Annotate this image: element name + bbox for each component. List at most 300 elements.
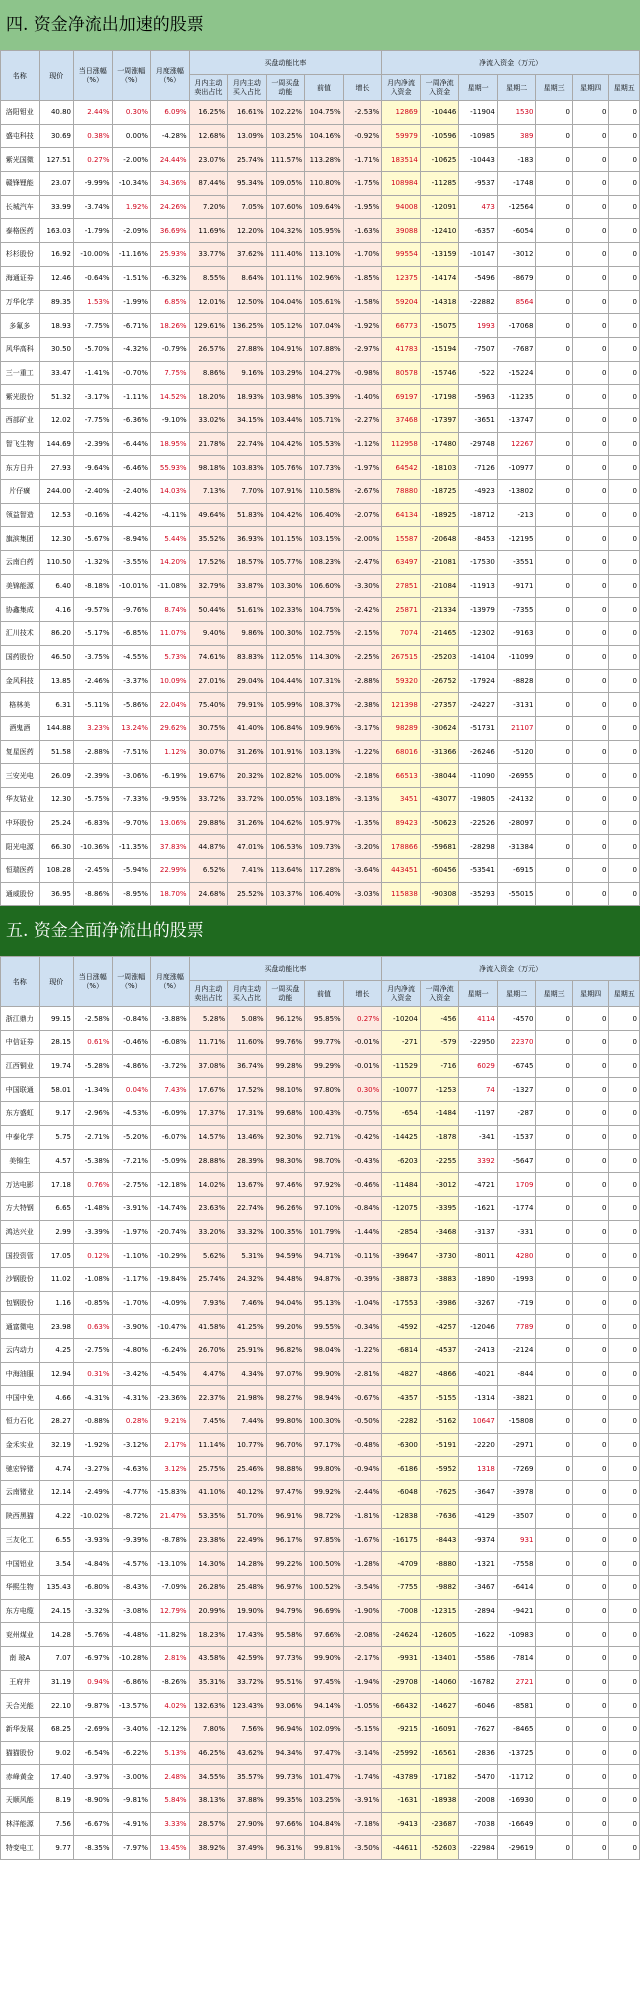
cell-growth: -2.53% <box>343 101 382 125</box>
cell-thu: 0 <box>572 1552 609 1576</box>
cell-month-change: -23.36% <box>151 1386 190 1410</box>
cell-fri: 0 <box>609 361 640 385</box>
cell-week-buy: 102.82% <box>266 764 305 788</box>
cell-prev: 99.90% <box>305 1646 344 1670</box>
cell-name: 智飞生物 <box>1 432 40 456</box>
cell-fri: 0 <box>609 574 640 598</box>
cell-in-month-in: 25.74% <box>228 148 267 172</box>
table-row <box>1 527 640 551</box>
cell-week-change: -2.09% <box>112 219 151 243</box>
cell-wed: 0 <box>536 669 573 693</box>
cell-thu: 0 <box>572 1575 609 1599</box>
cell-name: 国投资管 <box>1 1244 40 1268</box>
cell-day-change: -5.70% <box>74 337 113 361</box>
cell-prev: 105.97% <box>305 811 344 835</box>
cell-week-change: 0.04% <box>112 1078 151 1102</box>
table-row <box>1 764 640 788</box>
cell-wed: 0 <box>536 716 573 740</box>
cell-day-change: -1.48% <box>74 1196 113 1220</box>
cell-month-change: -13.10% <box>151 1552 190 1576</box>
cell-in-month-in: 20.32% <box>228 764 267 788</box>
cell-price: 9.02 <box>39 1741 73 1765</box>
cell-thu: 0 <box>572 1386 609 1410</box>
cell-price: 36.95 <box>39 882 73 906</box>
cell-in-month-out: 132.63% <box>189 1694 228 1718</box>
cell-month-change: 8.74% <box>151 598 190 622</box>
cell-in-month-out: 23.38% <box>189 1528 228 1552</box>
cell-month-change: -0.79% <box>151 337 190 361</box>
cell-tue: -29619 <box>497 1836 536 1860</box>
cell-price: 22.10 <box>39 1694 73 1718</box>
cell-tue: -3821 <box>497 1386 536 1410</box>
table-row <box>1 1054 640 1078</box>
cell-growth: -1.58% <box>343 290 382 314</box>
cell-month-net: 68016 <box>382 740 421 764</box>
cell-week-change: -9.39% <box>112 1528 151 1552</box>
cell-wed: 0 <box>536 124 573 148</box>
cell-week-buy: 97.46% <box>266 1173 305 1197</box>
cell-price: 27.93 <box>39 456 73 480</box>
cell-in-month-out: 8.55% <box>189 266 228 290</box>
cell-day-change: 0.12% <box>74 1244 113 1268</box>
cell-in-month-out: 49.64% <box>189 503 228 527</box>
cell-week-change: -6.36% <box>112 408 151 432</box>
cell-mon: -7507 <box>459 337 498 361</box>
cell-price: 13.85 <box>39 669 73 693</box>
cell-prev: 109.64% <box>305 195 344 219</box>
cell-prev: 97.80% <box>305 1078 344 1102</box>
cell-day-change: -8.90% <box>74 1789 113 1813</box>
cell-week-net: -25203 <box>420 645 459 669</box>
cell-in-month-out: 24.68% <box>189 882 228 906</box>
table-row <box>1 1836 640 1860</box>
cell-tue: 1530 <box>497 101 536 125</box>
cell-month-change: -8.26% <box>151 1670 190 1694</box>
cell-week-net: -15075 <box>420 314 459 338</box>
cell-in-month-in: 8.64% <box>228 266 267 290</box>
cell-day-change: -1.79% <box>74 219 113 243</box>
cell-in-month-in: 9.16% <box>228 361 267 385</box>
cell-tue: -3978 <box>497 1481 536 1505</box>
cell-week-buy: 105.99% <box>266 693 305 717</box>
cell-week-change: -0.84% <box>112 1007 151 1031</box>
cell-week-net: -52603 <box>420 1836 459 1860</box>
col-week-net: 一周净流入资金 <box>420 75 459 101</box>
cell-prev: 113.28% <box>305 148 344 172</box>
cell-wed: 0 <box>536 1244 573 1268</box>
cell-wed: 0 <box>536 337 573 361</box>
cell-week-change: 0.00% <box>112 124 151 148</box>
cell-prev: 100.50% <box>305 1552 344 1576</box>
cell-thu: 0 <box>572 1670 609 1694</box>
cell-in-month-in: 25.48% <box>228 1575 267 1599</box>
cell-in-month-in: 51.61% <box>228 598 267 622</box>
cell-week-net: -3395 <box>420 1196 459 1220</box>
cell-week-net: -11285 <box>420 172 459 196</box>
cell-price: 4.66 <box>39 1386 73 1410</box>
cell-fri: 0 <box>609 764 640 788</box>
cell-month-net: 98289 <box>382 716 421 740</box>
cell-thu: 0 <box>572 432 609 456</box>
cell-mon: -5470 <box>459 1765 498 1789</box>
cell-week-buy: 96.70% <box>266 1433 305 1457</box>
cell-in-month-out: 16.25% <box>189 101 228 125</box>
cell-in-month-in: 42.59% <box>228 1646 267 1670</box>
cell-prev: 102.96% <box>305 266 344 290</box>
cell-thu: 0 <box>572 1125 609 1149</box>
cell-week-change: -6.44% <box>112 432 151 456</box>
cell-week-buy: 106.53% <box>266 835 305 859</box>
cell-price: 6.55 <box>39 1528 73 1552</box>
cell-price: 12.94 <box>39 1362 73 1386</box>
cell-thu: 0 <box>572 1173 609 1197</box>
cell-price: 244.00 <box>39 480 73 504</box>
cell-month-change: 5.73% <box>151 645 190 669</box>
col-prev: 前值 <box>305 75 344 101</box>
cell-name: 长城汽车 <box>1 195 40 219</box>
cell-tue: -8679 <box>497 266 536 290</box>
cell-week-net: -21081 <box>420 551 459 575</box>
cell-week-buy: 98.30% <box>266 1149 305 1173</box>
cell-week-buy: 103.37% <box>266 882 305 906</box>
cell-week-net: -2255 <box>420 1149 459 1173</box>
cell-thu: 0 <box>572 1339 609 1363</box>
cell-name: 猫猫股份 <box>1 1741 40 1765</box>
cell-fri: 0 <box>609 716 640 740</box>
table-row <box>1 622 640 646</box>
cell-week-buy: 113.64% <box>266 859 305 883</box>
cell-fri: 0 <box>609 1196 640 1220</box>
cell-tue: -7558 <box>497 1552 536 1576</box>
cell-wed: 0 <box>536 622 573 646</box>
cell-in-month-in: 33.72% <box>228 787 267 811</box>
cell-fri: 0 <box>609 669 640 693</box>
cell-in-month-in: 22.74% <box>228 432 267 456</box>
cell-wed: 0 <box>536 266 573 290</box>
cell-price: 4.25 <box>39 1339 73 1363</box>
cell-in-month-in: 7.05% <box>228 195 267 219</box>
cell-name: 鸿达兴业 <box>1 1220 40 1244</box>
cell-month-net: -39647 <box>382 1244 421 1268</box>
cell-in-month-in: 34.15% <box>228 408 267 432</box>
cell-thu: 0 <box>572 622 609 646</box>
cell-month-change: -3.88% <box>151 1007 190 1031</box>
cell-price: 2.99 <box>39 1220 73 1244</box>
cell-month-change: 2.48% <box>151 1765 190 1789</box>
cell-week-net: -17182 <box>420 1765 459 1789</box>
cell-wed: 0 <box>536 101 573 125</box>
cell-month-net: -9931 <box>382 1646 421 1670</box>
cell-wed: 0 <box>536 1031 573 1055</box>
table-row <box>1 1386 640 1410</box>
col-growth: 增长 <box>343 981 382 1007</box>
cell-tue: 8564 <box>497 290 536 314</box>
cell-tue: -16930 <box>497 1789 536 1813</box>
col-day-change: 当日涨幅（%） <box>74 957 113 1007</box>
cell-name: 赤峰黄金 <box>1 1765 40 1789</box>
cell-thu: 0 <box>572 669 609 693</box>
cell-name: 中国中免 <box>1 1386 40 1410</box>
table-row <box>1 1220 640 1244</box>
col-week-net: 一周净流入资金 <box>420 981 459 1007</box>
cell-growth: -1.94% <box>343 1670 382 1694</box>
cell-week-buy: 97.66% <box>266 1812 305 1836</box>
cell-week-net: -14060 <box>420 1670 459 1694</box>
col-in-month-in: 月内主动买入占比 <box>228 981 267 1007</box>
cell-name: 新华发展 <box>1 1718 40 1742</box>
cell-growth: 0.27% <box>343 1007 382 1031</box>
cell-growth: -0.84% <box>343 1196 382 1220</box>
cell-mon: -7627 <box>459 1718 498 1742</box>
cell-mon: -7126 <box>459 456 498 480</box>
cell-month-net: -6186 <box>382 1457 421 1481</box>
cell-fri: 0 <box>609 1433 640 1457</box>
table-row <box>1 1504 640 1528</box>
cell-week-change: -4.32% <box>112 337 151 361</box>
cell-week-change: -9.76% <box>112 598 151 622</box>
cell-week-net: -8443 <box>420 1528 459 1552</box>
cell-week-net: -50623 <box>420 811 459 835</box>
cell-name: 华熙生物 <box>1 1575 40 1599</box>
cell-name: 泰格医药 <box>1 219 40 243</box>
cell-week-change: -3.06% <box>112 764 151 788</box>
cell-day-change: -2.58% <box>74 1007 113 1031</box>
cell-day-change: -5.38% <box>74 1149 113 1173</box>
cell-name: 中国铝业 <box>1 1552 40 1576</box>
cell-mon: -14104 <box>459 645 498 669</box>
cell-fri: 0 <box>609 148 640 172</box>
cell-name: 片仔癀 <box>1 480 40 504</box>
cell-week-buy: 104.42% <box>266 432 305 456</box>
table-row <box>1 172 640 196</box>
cell-prev: 104.16% <box>305 124 344 148</box>
cell-growth: -1.97% <box>343 456 382 480</box>
cell-month-change: 5.84% <box>151 1789 190 1813</box>
table-row <box>1 1670 640 1694</box>
cell-name: 紫光股份 <box>1 385 40 409</box>
cell-fri: 0 <box>609 835 640 859</box>
table-row <box>1 598 640 622</box>
cell-prev: 97.17% <box>305 1433 344 1457</box>
cell-tue: -16649 <box>497 1812 536 1836</box>
cell-week-change: -1.11% <box>112 385 151 409</box>
cell-price: 135.43 <box>39 1575 73 1599</box>
cell-mon: -12046 <box>459 1315 498 1339</box>
cell-in-month-out: 35.31% <box>189 1670 228 1694</box>
cell-day-change: -9.99% <box>74 172 113 196</box>
table-row <box>1 693 640 717</box>
cell-name: 三一重工 <box>1 361 40 385</box>
cell-tue: -6745 <box>497 1054 536 1078</box>
cell-growth: -1.75% <box>343 172 382 196</box>
table-row <box>1 124 640 148</box>
cell-in-month-in: 95.34% <box>228 172 267 196</box>
cell-name: 中泰化学 <box>1 1125 40 1149</box>
cell-price: 17.40 <box>39 1765 73 1789</box>
cell-week-net: -38044 <box>420 764 459 788</box>
cell-fri: 0 <box>609 456 640 480</box>
cell-in-month-out: 30.07% <box>189 740 228 764</box>
cell-fri: 0 <box>609 219 640 243</box>
cell-growth: -0.48% <box>343 1433 382 1457</box>
cell-thu: 0 <box>572 219 609 243</box>
col-day-change: 当日涨幅（%） <box>74 51 113 101</box>
cell-week-change: -2.40% <box>112 480 151 504</box>
cell-wed: 0 <box>536 432 573 456</box>
cell-prev: 97.66% <box>305 1623 344 1647</box>
cell-growth: -2.17% <box>343 1646 382 1670</box>
col-week-change: 一周涨幅（%） <box>112 51 151 101</box>
cell-month-net: 112958 <box>382 432 421 456</box>
cell-in-month-out: 17.67% <box>189 1078 228 1102</box>
cell-in-month-in: 79.91% <box>228 693 267 717</box>
cell-day-change: -1.92% <box>74 1433 113 1457</box>
cell-fri: 0 <box>609 1599 640 1623</box>
cell-week-change: -7.51% <box>112 740 151 764</box>
cell-week-buy: 94.79% <box>266 1599 305 1623</box>
section-5-title: 五. 资金全面净流出的股票 <box>0 906 640 956</box>
cell-growth: -0.01% <box>343 1031 382 1055</box>
table-row <box>1 716 640 740</box>
col-tue: 星期二 <box>497 75 536 101</box>
cell-prev: 107.04% <box>305 314 344 338</box>
cell-day-change: -8.35% <box>74 1836 113 1860</box>
cell-week-change: -4.91% <box>112 1812 151 1836</box>
cell-price: 14.28 <box>39 1623 73 1647</box>
cell-growth: -0.46% <box>343 1173 382 1197</box>
table-row <box>1 1481 640 1505</box>
cell-mon: -3267 <box>459 1291 498 1315</box>
cell-tue: 12267 <box>497 432 536 456</box>
cell-in-month-out: 46.25% <box>189 1741 228 1765</box>
cell-day-change: -2.71% <box>74 1125 113 1149</box>
cell-day-change: 0.63% <box>74 1315 113 1339</box>
cell-thu: 0 <box>572 385 609 409</box>
cell-thu: 0 <box>572 1054 609 1078</box>
cell-day-change: -2.75% <box>74 1339 113 1363</box>
cell-in-month-in: 19.90% <box>228 1599 267 1623</box>
cell-month-net: 25871 <box>382 598 421 622</box>
cell-wed: 0 <box>536 1291 573 1315</box>
cell-thu: 0 <box>572 527 609 551</box>
table-row <box>1 1457 640 1481</box>
cell-mon: -2413 <box>459 1339 498 1363</box>
cell-growth: -1.44% <box>343 1220 382 1244</box>
cell-prev: 94.14% <box>305 1694 344 1718</box>
cell-month-change: 18.26% <box>151 314 190 338</box>
table-row <box>1 266 640 290</box>
cell-week-net: -14174 <box>420 266 459 290</box>
cell-growth: -0.01% <box>343 1054 382 1078</box>
cell-week-buy: 96.97% <box>266 1575 305 1599</box>
cell-name: 通富微电 <box>1 1315 40 1339</box>
cell-week-buy: 98.27% <box>266 1386 305 1410</box>
cell-tue: -3551 <box>497 551 536 575</box>
cell-month-net: 63497 <box>382 551 421 575</box>
cell-day-change: -2.39% <box>74 432 113 456</box>
cell-in-month-in: 123.43% <box>228 1694 267 1718</box>
cell-name: 万达电影 <box>1 1173 40 1197</box>
cell-day-change: -6.83% <box>74 811 113 835</box>
cell-prev: 99.80% <box>305 1457 344 1481</box>
cell-name: 酒鬼酒 <box>1 716 40 740</box>
cell-wed: 0 <box>536 1007 573 1031</box>
cell-prev: 98.72% <box>305 1504 344 1528</box>
cell-price: 89.35 <box>39 290 73 314</box>
cell-week-change: -3.40% <box>112 1718 151 1742</box>
cell-mon: -17924 <box>459 669 498 693</box>
cell-week-net: -18725 <box>420 480 459 504</box>
cell-thu: 0 <box>572 1718 609 1742</box>
cell-thu: 0 <box>572 1196 609 1220</box>
cell-month-change: 6.09% <box>151 101 190 125</box>
cell-in-month-out: 12.01% <box>189 290 228 314</box>
cell-month-change: 14.03% <box>151 480 190 504</box>
cell-mon: -1621 <box>459 1196 498 1220</box>
cell-tue: 1709 <box>497 1173 536 1197</box>
cell-wed: 0 <box>536 1102 573 1126</box>
cell-mon: -8011 <box>459 1244 498 1268</box>
cell-in-month-in: 40.12% <box>228 1481 267 1505</box>
cell-price: 51.32 <box>39 385 73 409</box>
cell-price: 127.51 <box>39 148 73 172</box>
cell-week-change: -7.97% <box>112 1836 151 1860</box>
cell-fri: 0 <box>609 1646 640 1670</box>
cell-name: 风华高科 <box>1 337 40 361</box>
cell-in-month-in: 12.20% <box>228 219 267 243</box>
cell-price: 30.69 <box>39 124 73 148</box>
cell-week-net: -90308 <box>420 882 459 906</box>
cell-in-month-out: 41.10% <box>189 1481 228 1505</box>
cell-tue: -9421 <box>497 1599 536 1623</box>
cell-growth: -1.63% <box>343 219 382 243</box>
cell-wed: 0 <box>536 787 573 811</box>
cell-prev: 109.73% <box>305 835 344 859</box>
cell-tue: -3012 <box>497 243 536 267</box>
table-row <box>1 337 640 361</box>
cell-thu: 0 <box>572 290 609 314</box>
cell-mon: -12302 <box>459 622 498 646</box>
cell-thu: 0 <box>572 716 609 740</box>
cell-month-change: 21.47% <box>151 1504 190 1528</box>
col-group-flow: 净流入资金（万元） <box>382 51 640 75</box>
cell-month-net: -7008 <box>382 1599 421 1623</box>
cell-wed: 0 <box>536 1078 573 1102</box>
cell-in-month-out: 17.37% <box>189 1102 228 1126</box>
cell-fri: 0 <box>609 598 640 622</box>
cell-mon: -10147 <box>459 243 498 267</box>
cell-tue: -5647 <box>497 1149 536 1173</box>
cell-wed: 0 <box>536 1765 573 1789</box>
cell-week-net: -12315 <box>420 1599 459 1623</box>
cell-month-change: 1.12% <box>151 740 190 764</box>
table-row <box>1 1078 640 1102</box>
cell-fri: 0 <box>609 645 640 669</box>
table-row <box>1 1552 640 1576</box>
cell-week-buy: 99.22% <box>266 1552 305 1576</box>
col-in-month-out: 月内主动卖出占比 <box>189 981 228 1007</box>
col-tue: 星期二 <box>497 981 536 1007</box>
cell-in-month-in: 27.88% <box>228 337 267 361</box>
cell-in-month-out: 32.79% <box>189 574 228 598</box>
cell-month-net: -11529 <box>382 1054 421 1078</box>
cell-wed: 0 <box>536 1267 573 1291</box>
cell-day-change: -2.69% <box>74 1718 113 1742</box>
cell-tue: -31384 <box>497 835 536 859</box>
cell-week-change: -2.75% <box>112 1173 151 1197</box>
cell-mon: -24227 <box>459 693 498 717</box>
cell-prev: 104.75% <box>305 598 344 622</box>
